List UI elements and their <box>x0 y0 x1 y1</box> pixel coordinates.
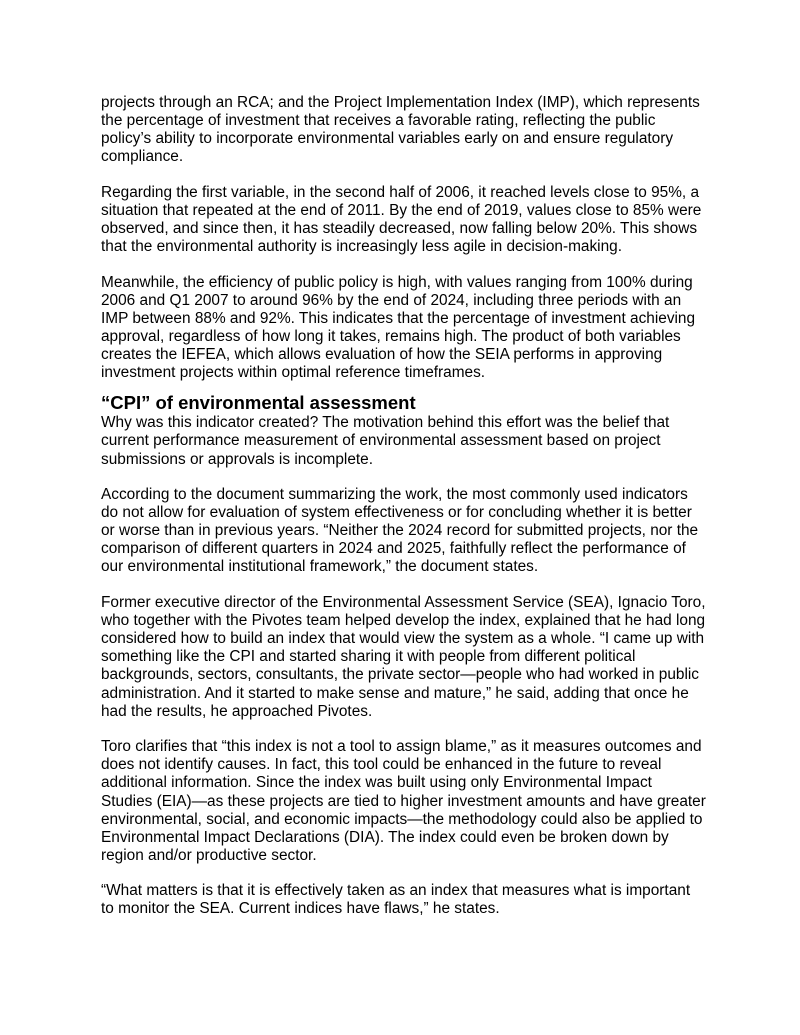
paragraph-public-policy-efficiency: Meanwhile, the efficiency of public policy is high, with values ranging from 100% during 2006 and Q1 2007 to around 96% by the end of 2024, including three periods with an IMP between 88% and 92%. This indicates that the percentage of investment achieving approval, regardless of how long it takes, remains high. The product of both variables creates the IEFEA, which allows evaluation of how the SEIA performs in approving investment projects within optimal reference timeframes. <box>101 273 696 382</box>
paragraph-first-variable: Regarding the first variable, in the second half of 2006, it reached levels close to 95%, a situation that repeated at the end of 2011. By the end of 2019, values close to 85% were observed, and since then, it has steadily decreased, now falling below 20%. This shows that the environmental authority is increasingly less agile in decision-making. <box>101 183 702 256</box>
paragraph-toro-clarifies: Toro clarifies that “this index is not a tool to assign blame,” as it measures outcomes and does not identify causes. In fact, this tool could be enhanced in the future to reveal additional information. Since the index was built using only Environmental Impact Studies (EIA)—as these projects are tied to higher investment amounts and have greater environmental, social, and economic impacts—the methodology could also be applied to Environmental Impact Declarations (DIA). The index could even be broken down by region and/or productive sector. <box>101 738 706 864</box>
section-cpi <box>101 392 706 918</box>
paragraph-closing-quote: “What matters is that it is effectively taken as an index that measures what is important to monitor the SEA. Current indices have flaws,” he states. <box>101 882 691 918</box>
paragraph-ignacio-toro: Former executive director of the Environmental Assessment Service (SEA), Ignacio Toro, who together with the Pivotes team helped develop the index, explained that he had long considered how to build an index that would view the system as a whole. “I came up with something like the CPI and started sharing it with people from different political backgrounds, sectors, consultants, the private sector—people who had worked in public administration. And it started to make sense and mature,” he said, adding that once he had the results, he approached Pivotes. <box>101 594 706 720</box>
document-page <box>101 94 706 936</box>
paragraph-indicators: According to the document summarizing the work, the most commonly used indicators do not allow for evaluation of system effectiveness or for concluding whether it is better or worse than in previous years. “Neither the 2024 record for submitted projects, nor the comparison of different quarters in 2024 and 2025, faithfully reflect the performance of our environmental institutional framework,” the document states. <box>101 486 699 576</box>
section-heading: “CPI” of environmental assessment <box>101 392 416 414</box>
paragraph-motivation: Why was this indicator created? The motivation behind this effort was the belief that current performance measurement of environmental assessment based on project submissions or approvals is incomplete. <box>101 414 670 468</box>
paragraph-imp-definition: projects through an RCA; and the Project Implementation Index (IMP), which represents the percentage of investment that receives a favorable rating, reflecting the public policy’s ability to incorporate environmental variables early on and ensure regulatory compliance. <box>101 94 700 166</box>
